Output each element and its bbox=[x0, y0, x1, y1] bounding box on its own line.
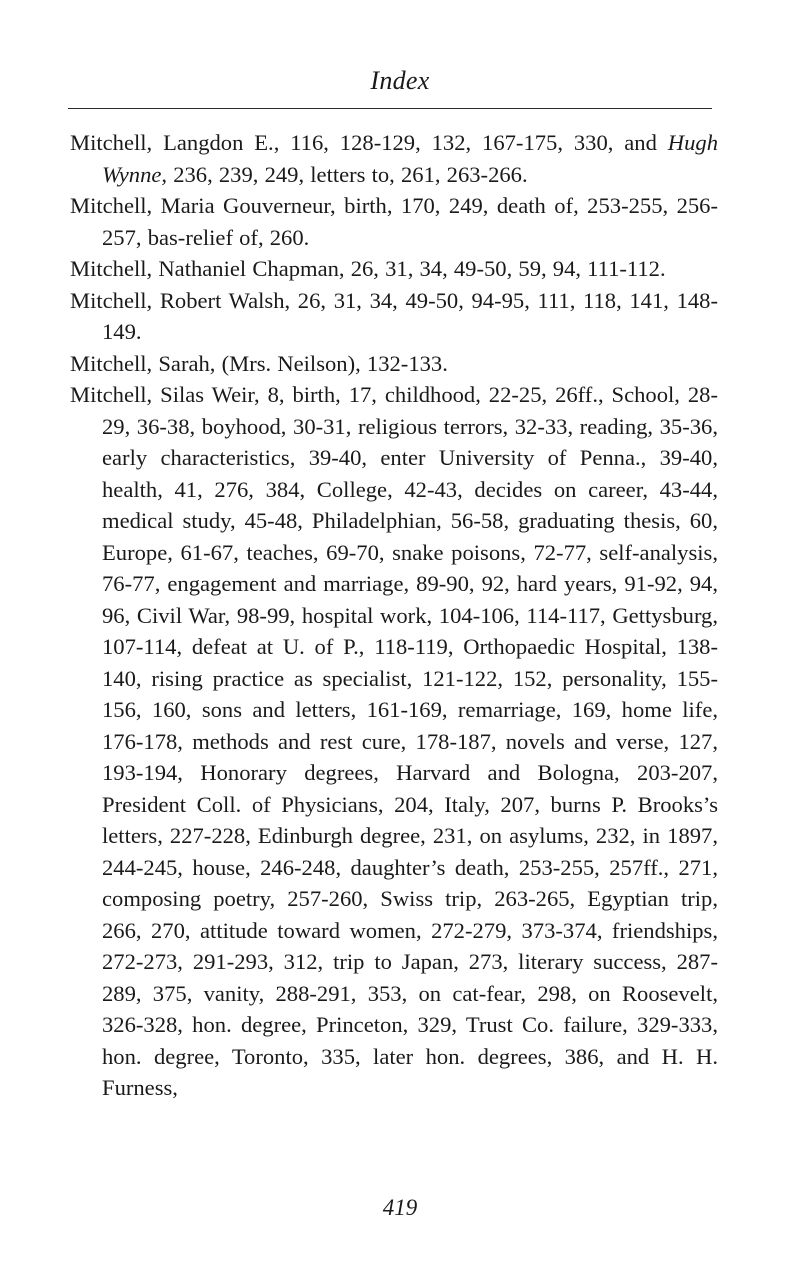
entry-text-continued: 236, 239, 249, letters to, 261, 263-266. bbox=[167, 161, 528, 187]
index-entries bbox=[70, 127, 718, 1104]
index-entry-robert: Mitchell, Robert Walsh, 26, 31, 34, 49-50, 94-95, 111, 118, 141, 148-149. bbox=[70, 287, 718, 344]
index-entry-silas: Mitchell, Silas Weir, 8, birth, 17, childhood, 22-25, 26ff., School, 28-29, 36-38, boyhood, 30-31, religious terrors, 32-33, reading, 35-36, early characteristics, 39-40, enter University of Penna., 39-40, health, 41, 276, 384, College, 42-43, decides on career, 43-44, medical study, 45-48, Philadelphian, 56-58, graduating thesis, 60, Europe, 61-67, teaches, 69-70, snake poisons, 72-77, self-analysis, 76-77, engagement and marriage, 89-90, 92, hard years, 91-92, 94, 96, Civil War, 98-99, hospital work, 104-106, 114-117, Gettysburg, 107-114, defeat at U. of P., 118-119, Orthopaedic Hospital, 138-140, rising practice as specialist, 121-122, 152, personality, 155-156, 160, sons and letters, 161-169, remarriage, 169, home life, 176-178, methods and rest cure, 178-187, novels and verse, 127, 193-194, Honorary degrees, Harvard and Bologna, 203-207, President Coll. of Physicians, 204, Italy, 207, burns P. Brooks’s letters, 227-228, Edinburgh degree, 231, on asylums, 232, in 1897, 244-245, house, 246-248, daughter’s death, 253-255, 257ff., 271, composing poetry, 257-260, Swiss trip, 263-265, Egyptian trip, 266, 270, attitude toward women, 272-279, 373-374, friendships, 272-273, 291-293, 312, trip to Japan, 273, literary success, 287-289, 375, vanity, 288-291, 353, on cat-fear, 298, on Roosevelt, 326-328, hon. degree, Princeton, 329, Trust Co. failure, 329-333, hon. degree, Toronto, 335, later hon. degrees, 386, and H. H. Furness, bbox=[70, 382, 718, 1100]
header-divider bbox=[68, 108, 712, 109]
index-entry-langdon bbox=[70, 127, 718, 190]
index-entry-nathaniel: Mitchell, Nathaniel Chapman, 26, 31, 34, 49-50, 59, 94, 111-112. bbox=[70, 256, 666, 281]
page-header-title: Index bbox=[370, 66, 430, 95]
entry-text: Mitchell, Langdon E., 116, 128-129, 132, 167-175, 330, and bbox=[70, 130, 668, 155]
index-entry-sarah: Mitchell, Sarah, (Mrs. Neilson), 132-133. bbox=[70, 350, 448, 376]
index-entry-maria: Mitchell, Maria Gouverneur, birth, 170, 249, death of, 253-255, 256-257, bas-relief of, 260. bbox=[70, 193, 718, 250]
page-number: 419 bbox=[382, 1195, 418, 1220]
entry-italic-title: Hugh Wynne, bbox=[102, 130, 718, 187]
